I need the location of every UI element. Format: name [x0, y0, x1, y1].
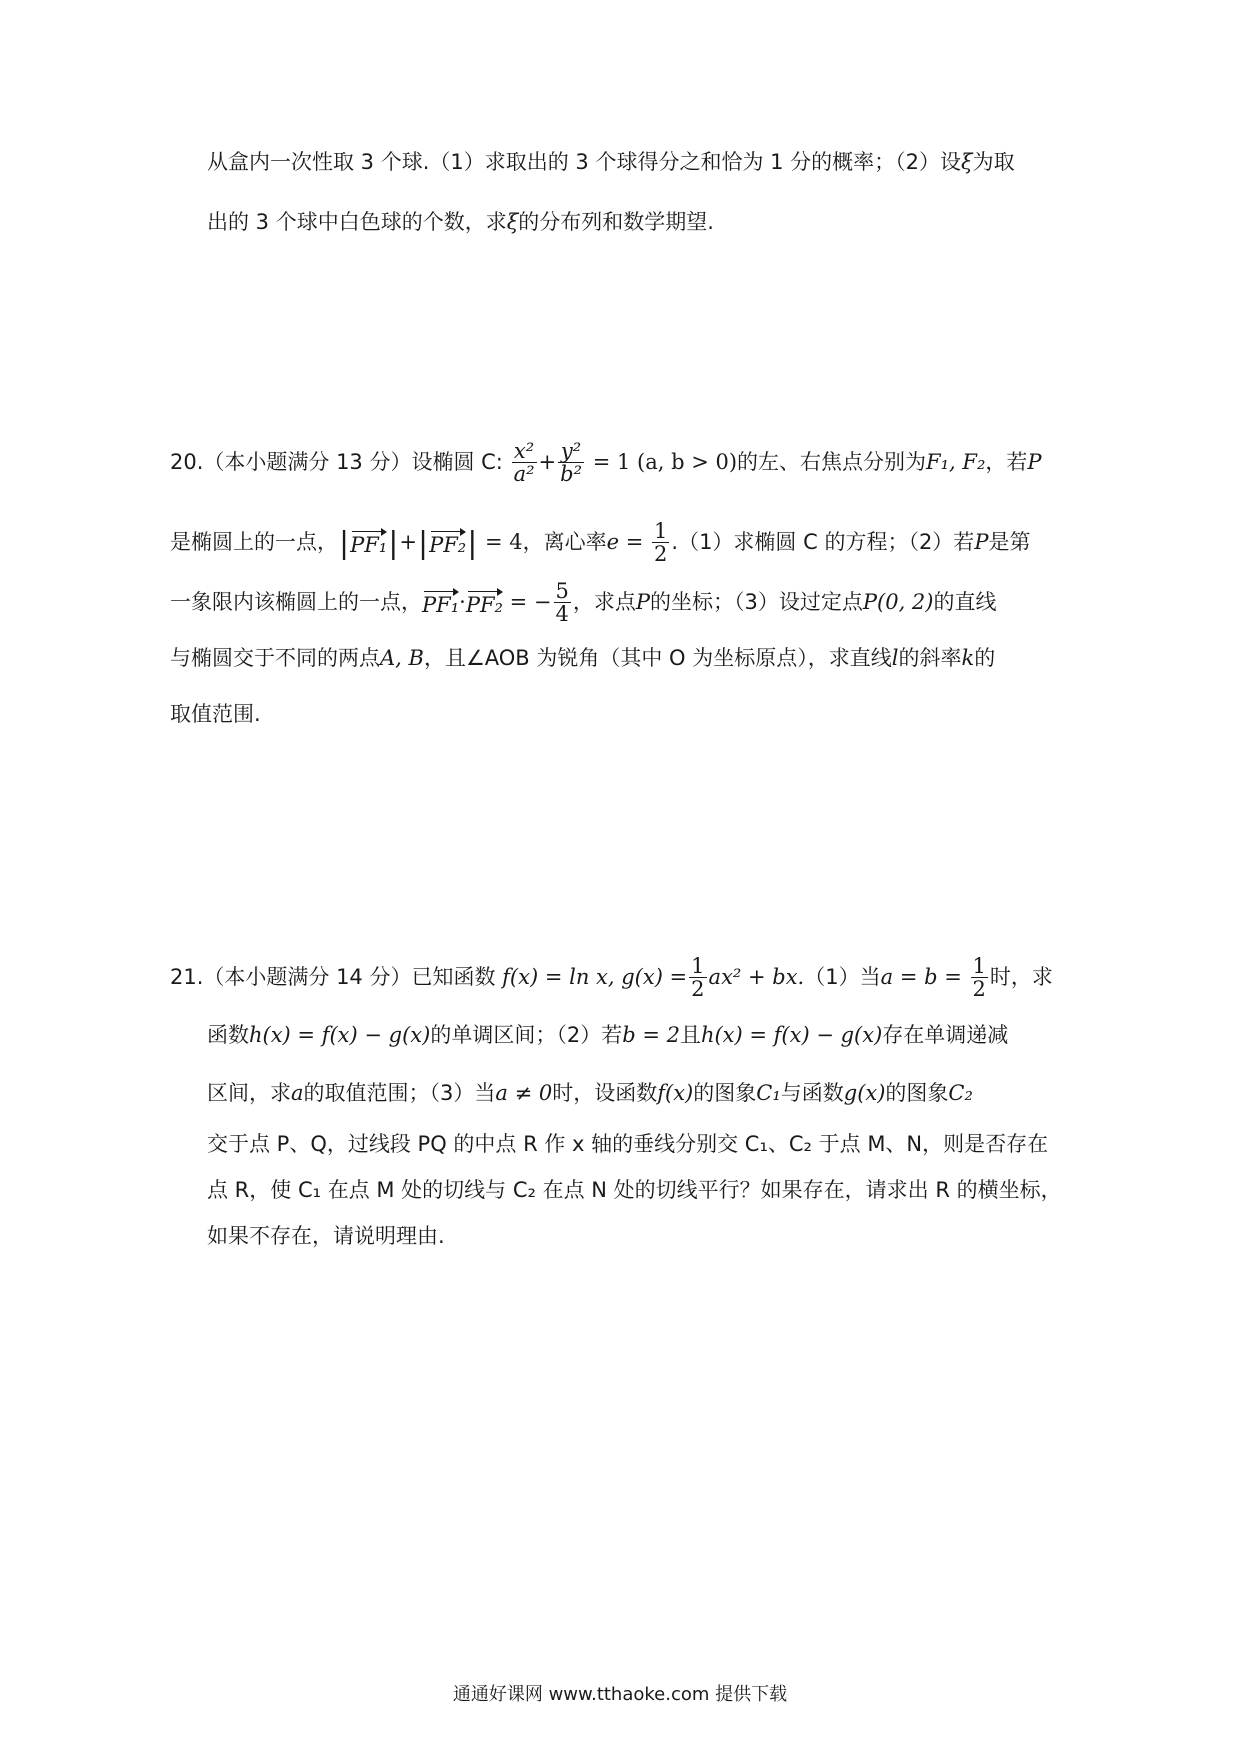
q19-line-2	[207, 212, 714, 233]
q19-line-1	[207, 152, 1015, 173]
q21-text: 如果不存在，请说明理由.	[207, 1224, 445, 1248]
vector-pf2: PF₂	[466, 589, 503, 616]
numerator: 1	[654, 519, 668, 543]
q21-text: 与函数	[780, 1081, 844, 1105]
q21-line-3	[207, 1083, 973, 1104]
denominator: 2	[691, 977, 705, 1002]
q21-text: （1）当	[804, 965, 881, 990]
q21-text: 的取值范围；（3）当	[303, 1081, 496, 1105]
q21-text: 交于点 P、Q，过线段 PQ 的中点 R 作 x 轴的垂线分别交 C₁、C₂ 于点 M、N，则是否存在	[207, 1132, 1049, 1156]
fraction-one-half	[689, 955, 706, 1000]
points-ab: A, B	[380, 646, 424, 670]
q20-text: 的直线	[933, 590, 997, 615]
q20-line-4	[170, 648, 995, 669]
a-equals-b: a = b =	[880, 965, 962, 990]
numerator: x²	[512, 440, 537, 463]
q21-text: 的单调区间；（2）若	[430, 1023, 623, 1047]
q20-number: 20.（本小题满分 13 分）设椭圆 C:	[170, 450, 503, 475]
q20-text: 的	[974, 646, 996, 670]
q21-text: 且	[679, 1023, 701, 1047]
b-equals-2: b = 2	[622, 1023, 680, 1047]
fraction-y2-b2	[558, 440, 584, 485]
page-footer: 通通好课网 www.tthaoke.com 提供下载	[452, 1684, 788, 1705]
vector-pf1: PF₁	[350, 529, 387, 556]
q20-text: 与椭圆交于不同的两点	[170, 646, 380, 670]
q21-text: 的图象	[693, 1081, 757, 1105]
q19-text: 为取	[972, 150, 1015, 174]
q20-text: 是第	[988, 530, 1031, 555]
curve-c2: C₂	[948, 1081, 973, 1105]
vector-pf2: PF₂	[429, 529, 466, 556]
q21-text: 时，设函数	[552, 1081, 658, 1105]
q21-text: 存在单调递减	[882, 1023, 1009, 1047]
q20-text: 的左、右焦点分别为	[737, 450, 927, 475]
fraction-one-half	[971, 955, 988, 1000]
curve-c1: C₁	[756, 1081, 781, 1105]
numerator: 1	[972, 954, 986, 978]
denominator: 2	[972, 977, 986, 1002]
q21-text: 区间，求	[207, 1081, 291, 1105]
line-l: l	[891, 646, 899, 670]
denominator: a²	[513, 462, 535, 487]
q20-text: ，求点	[572, 590, 636, 615]
ellipse-equation-rest: = 1 (a, b > 0)	[592, 450, 738, 475]
param-a: a	[291, 1081, 304, 1105]
denominator: 4	[555, 602, 569, 627]
q20-text: .（1）求椭圆 C 的方程；（2）若	[671, 530, 975, 555]
q20-text: 一象限内该椭圆上的一点，	[170, 590, 422, 615]
numerator: 5	[555, 579, 569, 603]
q20-text: 的坐标；（3）设过定点	[650, 590, 863, 615]
q20-line-5	[170, 704, 261, 725]
q21-line-5	[207, 1180, 1062, 1201]
point-p: P	[1027, 450, 1042, 475]
q20-line-1: 20.（本小题满分 13 分）设椭圆 C: $\frac{\text{x²}}{\text{a²}}$ + $\frac{\text{y²}}{\text{b²}}$ = 1 (a, b > 0)的左、右焦点分别为F₁, F₂，若P	[170, 439, 1042, 487]
quadratic-expression: ax² + bx.	[708, 965, 805, 990]
dot-operator: ·	[459, 590, 466, 615]
point-p: P	[635, 590, 651, 615]
q20-line-3	[170, 580, 996, 625]
fraction-one-half	[652, 520, 669, 565]
function-definitions: f(x) = ln x, g(x) =	[502, 965, 688, 990]
sum-equals-4: = 4	[484, 530, 523, 555]
denominator: b²	[560, 462, 583, 487]
fraction-five-quarters	[554, 580, 571, 625]
vector-pf1: PF₁	[422, 589, 459, 616]
xi-symbol: ξ	[506, 210, 519, 234]
q20-line-2: 是椭圆上的一点，|PF₁|+|PF₂| = 4，离心率e = $\frac{1}{2}$ .（1）求椭圆 C 的方程；（2）若P是第	[170, 519, 1031, 567]
slope-k: k	[961, 646, 975, 670]
function-g: g(x)	[843, 1081, 886, 1105]
point-p: P	[974, 530, 989, 555]
q21-number: 21.（本小题满分 14 分）已知函数	[170, 965, 496, 990]
q19-text: 的分布列和数学期望.	[518, 210, 714, 234]
q20-text: ，离心率	[522, 530, 607, 555]
denominator: 2	[654, 542, 668, 567]
q20-text: ，若	[985, 450, 1028, 475]
q20-text: ，且∠AOB 为锐角（其中 O 为坐标原点），求直线	[423, 646, 892, 670]
xi-symbol: ξ	[961, 150, 973, 174]
fraction-x2-a2	[512, 440, 537, 485]
fixed-point-p: P(0, 2)	[862, 590, 934, 615]
q19-text: 从盒内一次性取 3 个球.（1）求取出的 3 个球得分之和恰为 1 分的概率；（2）设	[207, 150, 962, 174]
q19-text: 出的 3 个球中白色球的个数，求	[207, 210, 507, 234]
q21-line-2	[207, 1025, 1008, 1046]
q21-line-6	[207, 1226, 445, 1247]
q21-text: 函数	[207, 1023, 249, 1047]
function-h: h(x) = f(x) − g(x)	[700, 1023, 883, 1047]
numerator: 1	[691, 954, 705, 978]
function-f: f(x)	[657, 1081, 694, 1105]
q21-text: 的图象	[885, 1081, 949, 1105]
eccentricity-symbol: e =	[606, 530, 644, 555]
a-not-zero: a ≠ 0	[495, 1081, 553, 1105]
q21-line-1	[170, 955, 1053, 1000]
q20-text: 取值范围.	[170, 702, 261, 726]
function-h: h(x) = f(x) − g(x)	[249, 1023, 431, 1047]
q21-line-4	[207, 1134, 1048, 1155]
equals-minus: = −	[509, 590, 552, 615]
q20-text: 是椭圆上的一点，	[170, 530, 338, 555]
q21-text: 时，求	[989, 965, 1053, 990]
q21-text: 点 R，使 C₁ 在点 M 处的切线与 C₂ 在点 N 处的切线平行？如果存在，请求出 R 的横坐标，	[207, 1178, 1062, 1202]
foci-symbols: F₁, F₂	[926, 450, 986, 475]
numerator: y²	[558, 440, 584, 463]
q20-text: 的斜率	[898, 646, 962, 670]
